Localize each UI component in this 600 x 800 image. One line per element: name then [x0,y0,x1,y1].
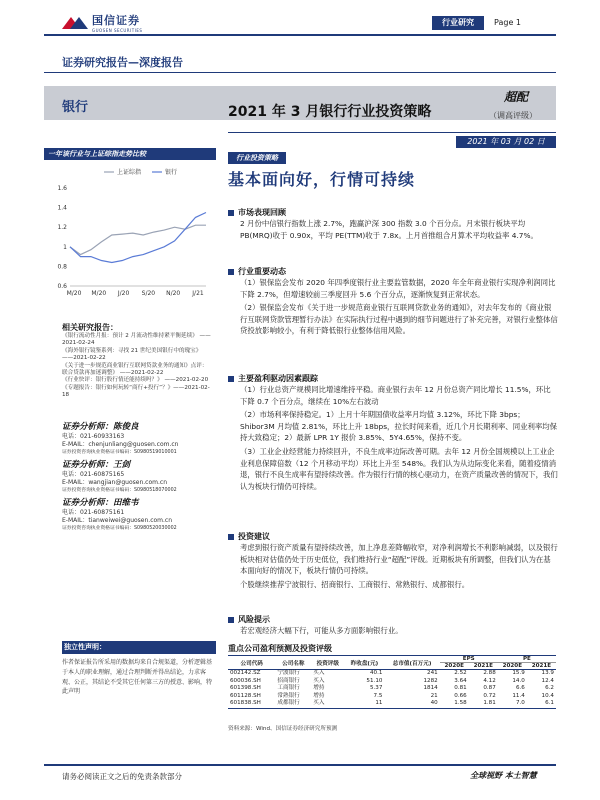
col-header: 公司代码 [240,660,263,667]
analyst-name: 证券分析师：陈俊良 [62,422,139,432]
table-cell: 21 [430,692,438,699]
main-title: 基本面向好，行情可持续 [228,170,416,189]
table-cell: 14.0 [512,677,525,684]
table-cell: 51.10 [366,677,383,684]
table-cell: 工商银行 [277,685,300,692]
table-cell: 2.52 [454,670,467,676]
y-tick-label: 0.8 [57,263,67,271]
section-paragraph: （1）行业总资产规模同比增速维持平稳。商业银行去年 12 月份总资产同比增长 11.5%，环比下降 0.7 个百分点，继续在 10%左右波动 [240,385,551,406]
table-cell: 1.81 [483,700,496,707]
table-cell: 买入 [313,700,325,707]
table-cell: 6.2 [545,685,554,692]
related-item[interactable]: 《银行流动性月报：预计 2 月流动性维持紧平衡延续》 ——2021-02-24 [62,333,211,347]
col-header: 总市值(百万元) [392,660,432,667]
col-header: 投资评级 [316,660,339,667]
section-tag: 行业投资策略 [228,152,286,164]
table-cell: 1814 [423,685,438,692]
section-paragraph: （1）银保监会发布 2020 年四季度银行业主要监管数据，2020 年全年商业银行实现净利润同比下降 2.7%，但增速较前三季度回升 5.6 个百分点，逐渐恢复到正常状态。 [240,278,556,299]
table-cell: 0.81 [454,685,467,692]
related-item[interactable]: 《海外银行镜鉴系列：寻找 21 世纪美国银行中的瑰宝》 ——2021-02-22 [62,347,202,362]
table-cell: 1282 [423,677,438,684]
table-cell: 4.12 [483,677,496,684]
table-cell: 常熟银行 [277,692,300,699]
section-profit-drivers [228,373,558,492]
header-tag: 行业研究 [432,16,484,30]
section-paragraph: （3）工业企业经营能力持续回升，不良生成率边际改善可期。去年 12 月份全国规模以上工业企业利息保障倍数（12 个月移动平均）环比上升至 548%。我们认为从边际变化来看，随着疫情消退，银行不良生成率有望持续改善。作为银行行情的核心驱动力，在资产质量改善的情况下，我们认为板块行情仍可持续。 [240,446,558,491]
table-cell: 10.4 [541,692,554,699]
y-tick-label: 1.2 [57,224,67,232]
section-paragraph: 考虑到银行资产质量有望持续改善，加上净息差降幅收窄，对净利润增长不利影响减弱，以及银行板块相对估值仍处于历史低位，我们维持行业“超配”评级。近期板块有所调整，但我们认为在基本面向好的情况下，板块行情仍可持续。 [240,543,558,576]
section-paragraph: 若宏观经济大幅下行，可能从多方面影响银行业。 [240,626,403,635]
col-header: 2020E [444,663,464,669]
legend-label: 上证综指 [117,169,142,176]
table-source: 资料来源：Wind、国信证券经济研究所预测 [228,726,338,732]
related-item[interactable]: 《行业快评：银行股行情还能持续吗？》 ——2021-02-20 [62,377,209,384]
section-heading: 投资建议 [228,531,558,542]
square-bullet-icon [228,534,234,540]
table-cell: 0.72 [483,692,496,699]
section-heading: 主要盈利驱动因素跟踪 [228,373,558,384]
forecast-table [228,655,556,709]
sector-label: 银行 [62,100,89,115]
section-heading: 市场表现回顾 [228,207,558,218]
rating: 超配 [504,90,529,104]
col-group-eps: EPS [440,656,498,663]
table-cell: 600036.SH [230,677,261,684]
y-tick-label: 1 [63,243,67,251]
table-cell: 买入 [313,677,325,684]
col-header: 昨收盘(元) [350,660,379,667]
x-tick-label: S/20 [141,290,156,297]
section-paragraph: 个股继续推荐宁波银行、招商银行、工商银行、常熟银行、成都银行。 [240,579,470,589]
logo-icon [62,15,88,31]
table-cell: 宁波银行 [277,670,300,676]
table-cell: 5.37 [369,685,383,692]
series-line [70,225,206,254]
disclaimer-title: 独立性声明： [62,641,216,654]
section-paragraph: （2）市场利率保持稳定。1）上月十年期国债收益率月均值 3.12%，环比下降 3bps；Shibor3M 月均值 2.81%，环比上升 18bps，拉长时间来看，近几个月长期利率、同业利率均保持大致稳定；2）最新 LPR 1Y 报价 3.85%、5Y4.65%，保持不变。 [240,410,558,443]
header-divider [44,34,556,36]
x-tick-label: M/20 [66,290,82,297]
section-paragraph: 2 月份中信银行指数上涨 2.7%，跑赢沪深 300 指数 3.0 个百分点。月末银行板块平均 PB(MRQ)收于 0.90x，平均 PE(TTM)收于 7.8x。上月首推组合月算术平均收益率 4.7%。 [240,219,538,240]
table-cell: 7.0 [515,700,525,707]
table-cell: 40.1 [369,670,383,676]
table-cell: 601398.SH [230,685,261,692]
square-bullet-icon [228,269,234,275]
chart-band: 一年该行业与上证综指走势比较 [44,148,216,160]
analyst-name: 证券分析师：田维韦 [62,498,139,508]
table-cell: 增持 [313,685,325,692]
analyst-email[interactable]: E-MAIL：tianweiwei@guosen.com.cn [62,517,173,524]
section-paragraph: （2）银保监会发布《关于进一步规范商业银行互联网贷款业务的通知》，对去年发布的《商业银行互联网贷款管理暂行办法》在实际执行过程中遇到的细节问题进行了补充完善，对银行业整体信贷投放影响较小，有利于降低银行业整体信用风险。 [240,303,558,336]
footer-divider [44,764,556,766]
disclaimer-text: 作者保证报告所采用的数据均来自合规渠道，分析逻辑基于本人的职业理解，通过合理判断并得出结论，力求客观、公正，其结论不受其它任何第三方的授意、影响，特此声明 [62,659,213,696]
analyst-phone: 电话：021-60933163 [62,433,125,440]
table-cell: 成都银行 [277,700,300,707]
title-divider [228,132,556,133]
x-tick-label: N/20 [166,290,181,297]
table-cell: 7.5 [373,692,383,699]
analyst-name: 证券分析师：王剑 [62,460,131,470]
col-header: 2020E [502,663,523,669]
section-heading: 行业重要动态 [228,266,558,277]
section-heading: 风险提示 [228,614,558,625]
related-list [62,333,212,400]
table-cell: 15.9 [512,670,525,676]
analyst-email[interactable]: E-MAIL：chenjunliang@guosen.com.cn [62,441,179,448]
analyst-block [62,498,212,533]
analyst-cert: 证券投资咨询执业资格证书编码：S0980520030002 [62,526,177,531]
section-investment-advice [228,531,558,590]
square-bullet-icon [228,376,234,382]
footer-slogan: 全球视野 本土智慧 [470,771,537,780]
table-cell: 11.4 [512,692,525,699]
table-row [228,670,556,678]
analyst-cert: 证券投资咨询执业资格证书编码：S0980518070002 [62,488,177,493]
table-cell: 6.6 [515,685,525,692]
series-line [70,213,206,263]
col-group-pe: PE [498,656,556,663]
logo-name-en: GUOSEN SECURITIES [92,28,143,33]
page-number: Page 1 [494,18,521,27]
section-risk [228,614,558,637]
table-cell: 12.4 [541,677,554,684]
related-title: 相关研究报告： [62,323,118,332]
section-market-review [228,207,558,241]
report-series: 证券研究报告—深度报告 [62,56,183,69]
report-title: 2021 年 3 月银行行业投资策略 [228,104,432,120]
col-header: 公司名称 [282,660,305,667]
table-cell: 601838.SH [230,700,261,707]
table-row [228,700,556,708]
analyst-phone: 电话：021-60875165 [62,471,125,478]
related-item[interactable]: 《专题报告：银行如何玩转“商行+投行”？》——2021-02-18 [62,384,210,399]
rating-note: （调高评级） [489,111,537,120]
col-header: 2021E [473,663,493,669]
table-cell: 6.1 [545,700,554,707]
report-date: 2021 年 03 月 02 日 [456,136,556,148]
y-tick-label: 1.4 [57,204,67,212]
x-tick-label: J/21 [192,290,204,297]
table-cell: 601128.SH [230,692,261,699]
x-tick-label: J/20 [117,290,130,297]
square-bullet-icon [228,210,234,216]
table-row [228,685,556,693]
y-tick-label: 0.6 [57,283,67,290]
index-comparison-chart [44,162,216,312]
analyst-phone: 电话：021-60875161 [62,509,125,516]
table-cell: 增持 [313,692,325,699]
table-cell: 11 [375,700,383,707]
table-cell: 241 [427,670,438,676]
table-title: 重点公司盈利预测及投资评级 [228,644,332,653]
table-cell: 0.87 [483,685,496,692]
table-cell: 买入 [313,670,325,676]
y-tick-label: 1.6 [57,185,67,192]
table-cell: 2.88 [483,670,496,676]
company-logo [62,12,142,33]
x-tick-label: M/20 [91,290,107,297]
table-cell: 40 [430,700,438,707]
section-industry-news [228,266,558,337]
related-item[interactable]: 《关于进一步规范商业银行互联网贷款业务的通知》点评：联合贷款再加迷调整》 ——2021-02-22 [62,362,208,377]
logo-name-cn: 国信证券 [92,14,140,27]
table-cell: 1.58 [454,700,467,707]
analyst-block [62,460,212,495]
legend-label: 银行 [165,169,178,176]
table-cell: 002142.SZ [230,670,261,676]
analyst-email[interactable]: E-MAIL：wangjian@guosen.com.cn [62,479,167,486]
analyst-block [62,422,212,457]
table-cell: 招商银行 [277,677,300,684]
table-cell: 3.64 [454,677,467,684]
series-divider [44,72,556,73]
square-bullet-icon [228,617,234,623]
table-cell: 0.66 [454,692,467,699]
footer-disclaimer: 请务必阅读正文之后的免责条款部分 [62,772,182,781]
analyst-cert: 证券投资咨询执业资格证书编码：S0980519010001 [62,450,177,455]
table-cell: 13.9 [541,670,554,676]
col-header: 2021E [531,663,552,669]
